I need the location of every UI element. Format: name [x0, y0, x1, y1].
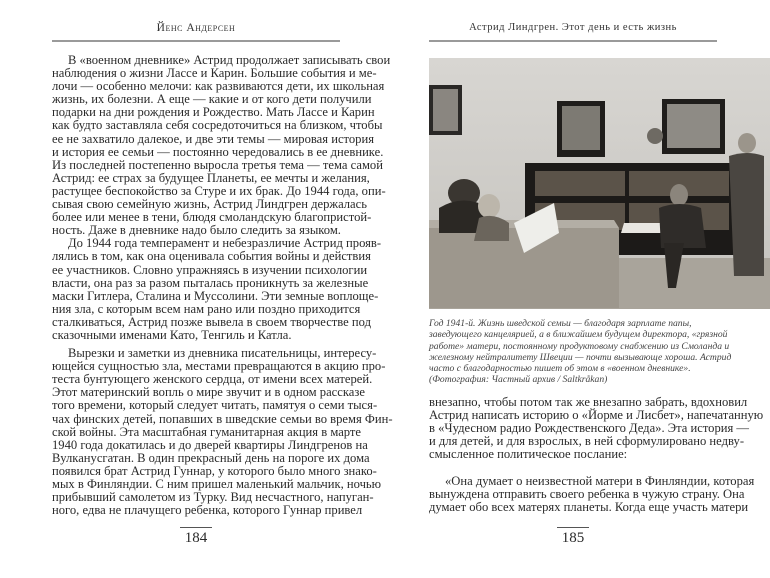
folio-rule — [557, 527, 589, 528]
text-line: и для детей, и для взрослых, в ней сформулировано недву- — [429, 434, 745, 449]
text-line: растущее беспокойство за Стуре и их брак. До 1944 года, опи- — [52, 183, 386, 198]
text-line: смысленное политическое послание: — [429, 447, 628, 462]
text-line: заведующего канцелярией, а в ближайшем будущем директора, «грязной — [429, 329, 728, 341]
text-line: В «военном дневнике» Астрид продолжает записывать свои — [68, 53, 391, 67]
text-line: подарки на дни рождения и Рождество. Мать Лассе и Карин — [52, 105, 375, 120]
text-line: ее не захватило далекое, и две эти темы — мировая история — [52, 131, 375, 146]
text-line: вынуждена отправить своего ребенка в чужую страну. Она — [429, 487, 745, 502]
folio-rule — [180, 527, 212, 528]
text-line: Астрид: ее страх за будущее Планеты, ее мечты и желания, — [52, 170, 370, 185]
text-line: власти, она раз за разом пыталась проникнуть за железные — [52, 275, 369, 290]
block-quote — [429, 474, 755, 515]
text-line: внезапно, чтобы потом так же внезапно забрать, вдохновил — [429, 395, 748, 409]
text-line: Этот материнский вопль о мире звучит и в одном рассказе — [52, 385, 365, 400]
text-line: Астрид написать историю о «Йорме и Лисбет», напечатанную — [429, 408, 764, 423]
text-line: чах финских детей, попавших в шведские семьи во время Фин- — [52, 411, 393, 426]
text-line: До 1944 года темперамент и небезразличие Астрид прояв- — [68, 236, 382, 251]
text-line: Вулканусгатан. В один прекрасный день на пороге их дома — [52, 450, 370, 465]
text-line: лялись в том, как она оценивала события войны и действия — [52, 249, 371, 264]
text-line: ния зла, с которым всем нам рано или поздно приходится — [52, 301, 361, 316]
right-page — [385, 0, 770, 578]
text-line: лочи — особенно мелочи: как развиваются дети, их школьная — [52, 79, 385, 94]
text-line: Из последней постепенно выросла третья тема — тема самой — [52, 157, 383, 172]
page-number: 185 — [561, 530, 585, 546]
running-head-title: Астрид Линдгрен. Этот день и есть жизнь — [469, 22, 677, 33]
text-line: сталкиваться, Астрид позже вывела в своем творчестве под — [52, 314, 372, 329]
text-line: Вырезки и заметки из дневника писательницы, интересу- — [68, 346, 377, 361]
text-line: того времени, который следует читать, памятуя о семи тыся- — [52, 398, 378, 413]
right-body-text — [429, 395, 764, 462]
text-line: и история ее семьи — постоянно чередовались в ее дневнике. — [52, 144, 384, 159]
text-line: сывая свою семейную жизнь, Астрид Линдгрен держалась — [52, 197, 367, 212]
page-number: 184 — [184, 530, 208, 546]
family-photo — [429, 58, 770, 309]
text-line: прибывший самолетом из Турку. Вид несчастного, напуган- — [52, 490, 374, 505]
text-line: ного, едва не плачущего ребенка, которого Гуннар привел — [52, 503, 363, 518]
text-line: жизнь, их болезни. А еще — какие и от кого дети получили — [52, 92, 372, 107]
running-head-author: Йенс Андерсен — [156, 22, 236, 34]
text-line: мых в Финляндии. С ним пришел маленький мальчик, ночью — [52, 477, 382, 491]
text-line: думает обо всех матерях планеты. Когда еще участь матери — [429, 500, 749, 515]
photo-caption — [429, 318, 732, 386]
text-line: «Она думает о неизвестной матери в Финляндии, которая — [445, 474, 755, 488]
text-line: часто с благодарностью пишет об этом в «военном дневнике». — [429, 363, 691, 375]
text-line: 1940 года докатилась и до дверей квартиры Линдгренов на — [52, 437, 368, 452]
header-rule — [52, 40, 340, 42]
left-body-text — [52, 53, 393, 518]
text-line: наблюдения о жизни Лассе и Карин. Большие события и ме- — [52, 66, 377, 81]
text-line: сказочными именами Като, Тенгиль и Катла. — [52, 327, 292, 342]
text-line: более или менее в тени, блюдя смоландскую благопристой- — [52, 210, 372, 225]
text-line: как будто заставляла себя сосредоточиться на близком, чтобы — [52, 118, 383, 133]
text-line: появился брат Астрид Гуннар, у которого было много знако- — [52, 463, 377, 478]
text-line: ее участников. Словно упражняясь в изучении психологии — [52, 262, 368, 277]
text-line: ность. Даже в дневнике надо было следить за языком. — [52, 223, 341, 238]
text-line: ской войны. Эта масштабная гуманитарная акция в марте — [52, 424, 362, 439]
text-line: Год 1941-й. Жизнь шведской семьи — благодаря зарплате папы, — [429, 318, 692, 329]
header-rule — [429, 40, 717, 42]
text-line: маски Гитлера, Сталина и Муссолини. Эти земные воплоще- — [52, 288, 379, 303]
text-line: ющейся сущностью зла, местами превращаются в акцию про- — [52, 359, 386, 374]
text-line: в «Чудесном радио Рождественского Деда». Эта история — — [429, 421, 750, 436]
text-line: (Фотография: Частный архив / Saltkråkan) — [429, 374, 608, 386]
text-line: работе» матери, постоянному продуктовому снабжению из Смоланда и — [429, 340, 730, 352]
text-line: теста бунтующего женского сердца, от имени всех матерей. — [52, 372, 373, 387]
text-line: железному нейтралитету Швеции — почти вызывающе хороша. Астрид — [429, 351, 732, 363]
